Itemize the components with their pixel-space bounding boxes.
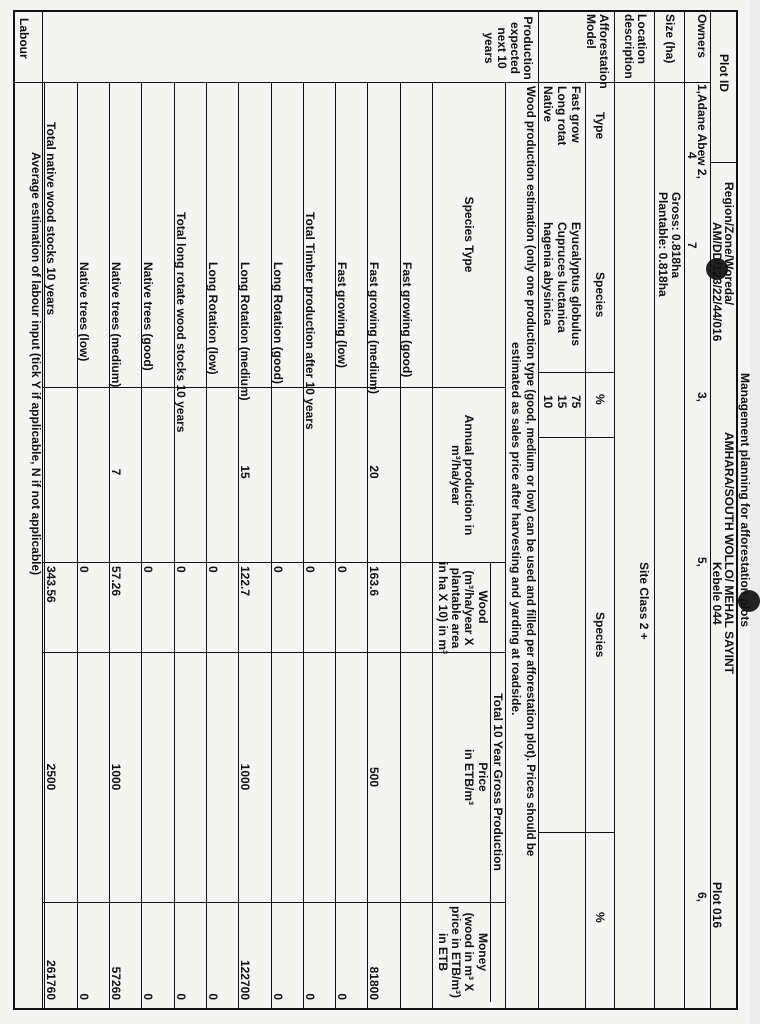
production-cell-name: Long Rotation (low) — [205, 262, 220, 375]
aff-species-3: hagenia abysinica — [541, 222, 555, 326]
wood-header: Wood — [476, 590, 490, 624]
production-label: Production expected next 10 years — [482, 16, 535, 80]
divider — [13, 82, 42, 83]
total-production-header: Total 10 Year Gross Production — [491, 693, 505, 871]
production-row-line — [174, 82, 206, 1008]
owner-6: 6, — [695, 892, 709, 903]
aff-species-1: Eyucalyptus globulus — [569, 222, 583, 347]
divider — [539, 82, 614, 83]
price-subheader: in ETB/m³ — [462, 749, 476, 805]
production-cell-name: Long Rotation (good) — [270, 262, 285, 384]
size-label: Size (ha) — [663, 14, 677, 64]
production-cell-annual: 7 — [109, 468, 124, 476]
plot-number: Plot 016 — [710, 882, 724, 929]
owner-3: 3, — [695, 392, 709, 403]
plot-code: AM/DD/123/22/44/016 — [710, 222, 724, 342]
afforestation-row — [538, 12, 614, 1008]
production-cell-wood: 0 — [302, 566, 317, 573]
production-table — [43, 82, 506, 1008]
production-cell-money: 0 — [205, 993, 220, 1000]
form-frame — [13, 10, 738, 1010]
gross-area: Gross: 0.818ha — [669, 192, 683, 279]
owner-5: 5, — [695, 557, 709, 568]
production-row-line — [109, 82, 141, 1008]
production-cell-wood: 163.6 — [367, 566, 382, 597]
production-row-line — [77, 82, 109, 1008]
location-row — [614, 12, 654, 1008]
labour-row — [13, 12, 43, 1008]
production-cell-money: 0 — [141, 993, 156, 1000]
production-cell-price: 2500 — [44, 763, 59, 791]
afforestation-label: Afforestation Model — [584, 14, 611, 89]
production-row-line — [206, 82, 238, 1008]
production-cell-name: Fast growing (medium) — [367, 262, 382, 394]
aff-species-2: Cupruces luctanica — [555, 222, 569, 333]
production-cell-money: 57260 — [109, 966, 124, 1000]
production-cell-wood: 0 — [76, 566, 91, 573]
production-cell-price: 1000 — [109, 763, 124, 791]
divider — [685, 82, 710, 83]
production-cell-wood: 343.56 — [44, 566, 59, 603]
divider — [615, 82, 654, 83]
production-cell-price: 1000 — [238, 763, 253, 791]
size-row — [654, 12, 684, 1008]
divider — [432, 82, 433, 1008]
divider — [539, 832, 614, 833]
production-cell-money: 0 — [302, 993, 317, 1000]
divider — [539, 437, 614, 438]
production-row-line — [141, 82, 173, 1008]
production-cell-name: Fast growing (good) — [399, 262, 414, 378]
pct-header: % — [593, 394, 607, 405]
production-cell-name: Long Rotation (medium) — [238, 262, 253, 401]
aff-type-3: Native — [541, 86, 555, 123]
production-cell-money: 0 — [335, 993, 350, 1000]
divider — [655, 82, 684, 83]
production-cell-name: Total Timber production after 10 years — [302, 212, 317, 430]
production-cell-annual: 15 — [238, 465, 253, 479]
site-class: Site Class 2 + — [637, 562, 651, 640]
price-header: Price — [476, 762, 490, 792]
wood-subheader: (m³/ha/year X plantable area in ha X 10) in m³ — [436, 562, 476, 655]
production-row-line — [44, 82, 76, 1008]
plot-id-label: Plot ID — [717, 54, 731, 92]
kebele: Kebele 044 — [710, 562, 724, 625]
production-note-1: Wood production estimation (only one production type (good, medium or low) can be used and filled per afforestation plot). Prices should be — [524, 86, 536, 857]
plot-id-row — [710, 12, 736, 1008]
form-title: Management planning for afforestation plots — [738, 372, 752, 627]
owner-1: 1,Adane Abew 2, — [695, 84, 709, 179]
production-cell-name: Native trees (good) — [141, 262, 156, 371]
production-cell-money: 261760 — [44, 959, 59, 1000]
pct2-header: % — [593, 912, 607, 923]
production-cell-wood: 122.7 — [238, 566, 253, 597]
production-row-line — [271, 82, 303, 1008]
production-cell-wood: 0 — [270, 566, 285, 573]
production-cell-money: 0 — [173, 993, 188, 1000]
type-header: Type — [593, 112, 607, 140]
owners-row — [684, 12, 710, 1008]
production-cell-name: Total long rotate wood stocks 10 years — [173, 212, 188, 433]
production-cell-name: Native trees (low) — [76, 262, 91, 362]
plantable-area: Plantable: 0.818ha — [656, 192, 670, 297]
owner-4: 4 — [685, 152, 699, 159]
owners-label: Owners — [695, 14, 709, 59]
production-cell-name: Native trees (medium) — [109, 262, 124, 388]
species2-header: Species — [593, 612, 607, 658]
production-cell-wood: 0 — [141, 566, 156, 573]
production-row-line — [367, 82, 399, 1008]
labour-label: Labour — [17, 18, 31, 59]
owner-7: 7 — [685, 242, 699, 249]
money-header: Money — [476, 932, 490, 971]
production-rows — [43, 82, 432, 1008]
production-cell-money: 81800 — [367, 966, 382, 1000]
production-cell-wood: 57.26 — [109, 566, 124, 597]
production-row-line — [400, 82, 432, 1008]
aff-type-2: Long rotat — [555, 86, 569, 146]
aff-pct-3: 10 — [541, 395, 555, 409]
region-value: AMHARA/SOUTH WOLLO/ MEHAL SAYINT — [722, 432, 736, 674]
money-subheader: (wood in m³ X price in ETB/m³) in ETB — [436, 905, 476, 998]
aff-type-1: Fast grow — [569, 86, 583, 143]
production-cell-wood: 0 — [335, 566, 350, 573]
production-row-line — [335, 82, 367, 1008]
aff-pct-2: 15 — [555, 395, 569, 409]
location-label: Location description — [622, 14, 649, 79]
production-note-2: estimated as sales price after harvesting and yarding at roadside. — [509, 342, 523, 716]
production-row-line — [238, 82, 270, 1008]
labour-text: Average estimation of labour input (tick Y if applicable, N if not applicable) — [29, 152, 43, 576]
production-cell-annual: 20 — [367, 465, 382, 479]
divider — [585, 82, 586, 1008]
production-row-line — [303, 82, 335, 1008]
production-row — [43, 12, 538, 1008]
species-header: Species — [593, 272, 607, 318]
species-type-header: Species Type — [462, 196, 476, 273]
aff-pct-1: 75 — [569, 395, 583, 409]
annual-production-header: Annual production in m³/ha/year — [449, 414, 476, 536]
production-cell-money: 0 — [270, 993, 285, 1000]
production-cell-wood: 0 — [205, 566, 220, 573]
divider — [490, 562, 491, 1002]
production-cell-money: 0 — [76, 993, 91, 1000]
production-cell-price: 500 — [367, 766, 382, 788]
production-cell-money: 122700 — [238, 959, 253, 1000]
divider — [539, 372, 614, 373]
production-cell-name: Total native wood stocks 10 years — [44, 122, 59, 316]
region-label: Region/Zone/Woreda/ — [722, 182, 736, 306]
divider — [711, 162, 736, 163]
production-cell-name: Fast growing (low) — [335, 262, 350, 368]
production-cell-wood: 0 — [173, 566, 188, 573]
